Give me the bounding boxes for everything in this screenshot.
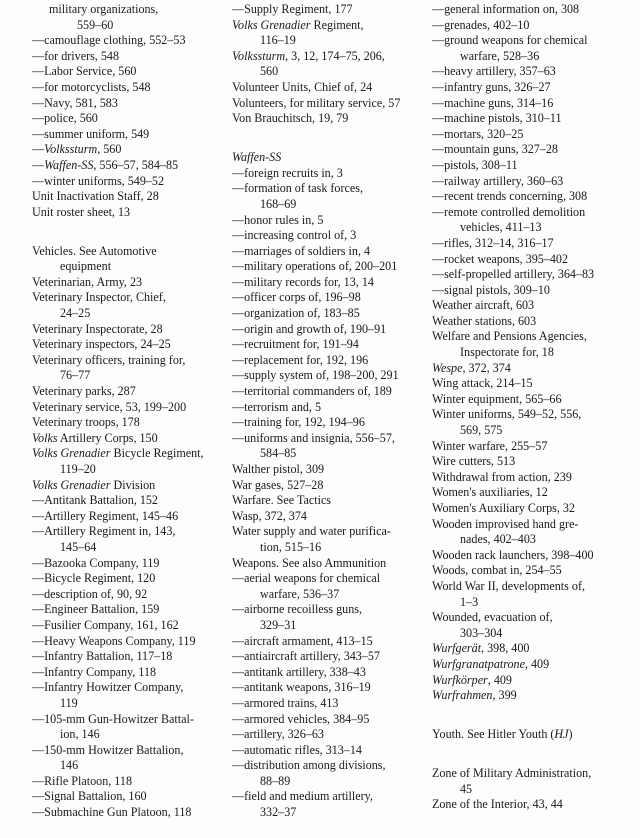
index-entry [232,712,422,728]
index-entry [32,649,224,665]
entry-text: —Supply Regiment, 177 [232,2,353,16]
entry-text: Wounded, evacuation of, [432,610,553,625]
index-entry [32,571,224,587]
index-entry [432,267,636,283]
entry-text: Veterinary troops, 178 [32,415,140,430]
index-entry [232,322,422,338]
index-entry [32,64,224,80]
entry-text: —Bazooka Company, 119 [32,555,160,570]
index-entry [32,111,224,127]
index-entry [32,80,224,96]
index-entry [32,680,224,711]
entry-text: —officer corps of, 196–98 [232,290,361,305]
entry-italic-text: Wespe [432,360,463,375]
entry-text: vehicles, 411–13 [460,220,542,235]
entry-italic-text: Wurfkörper [432,672,488,687]
index-entry [232,306,422,322]
index-entry [232,166,422,182]
index-column-1 [32,2,224,821]
entry-text: —signal pistols, 309–10 [432,282,550,297]
index-entry [232,431,422,462]
entry-text: —remote controlled demolition [432,204,586,219]
entry-text: —rocket weapons, 395–402 [432,251,569,266]
entry-text: Von Brauchitsch, 19, 79 [232,111,349,126]
entry-text: tion, 515–16 [260,539,322,554]
entry-text: 146 [60,758,79,773]
index-entry [32,789,224,805]
index-entry [232,290,422,306]
entry-text: —organization of, 183–85 [232,306,360,321]
entry-text: , 398, 400 [481,641,530,656]
entry-text: —aircraft armament, 413–15 [232,633,373,648]
entry-italic-text: Wurfgerät [432,641,482,656]
entry-text: Wing attack, 214–15 [432,376,533,391]
section-gap [32,220,224,243]
index-entry [232,571,422,602]
entry-text: 569, 575 [460,423,503,438]
entry-text: 24–25 [60,306,91,321]
index-entry [432,174,636,190]
index-entry [432,142,636,158]
index-entry [32,805,224,821]
entry-text: Youth. See Hitler Youth ( [432,727,555,742]
index-entry [32,524,224,555]
index-entry [32,587,224,603]
entry-text: 168–69 [260,196,297,211]
index-entry [32,96,224,112]
index-entry [432,189,636,205]
index-entry [32,353,224,384]
index-entry [32,49,224,65]
index-entry [32,446,224,477]
index-entry [232,462,422,478]
index-column-3 [432,2,636,813]
entry-text: , 3, 12, 174–75, 206, [285,48,385,63]
entry-text: Woods, combat in, 254–55 [432,563,562,578]
index-entry [232,400,422,416]
entry-text: —formation of task forces, [232,181,363,196]
entry-text: Regiment, [310,17,364,32]
entry-text: Winter equipment, 565–66 [432,391,562,406]
index-column-2 [232,2,422,821]
entry-text: —artillery, 326–63 [232,727,324,742]
entry-text: —Submachine Gun Platoon, 118 [32,805,192,820]
entry-text: —aerial weapons for chemical [232,571,381,586]
index-entry [432,548,636,564]
index-entry [232,634,422,650]
entry-text: , 409 [524,656,550,671]
index-entry [32,665,224,681]
index-entry [32,493,224,509]
entry-text: —foreign recruits in, 3 [232,165,343,180]
index-entry [232,758,422,789]
index-entry [232,228,422,244]
index-entry [432,298,636,314]
entry-text: 88–89 [260,773,291,788]
index-entry [432,517,636,548]
entry-text: , 399 [492,688,517,703]
entry-text: , 560 [97,142,122,157]
entry-text: —mortars, 320–25 [432,126,524,141]
index-entry [232,384,422,400]
entry-text: Weapons. See also Ammunition [232,555,387,570]
entry-text: 145–64 [60,539,97,554]
index-entry [432,392,636,408]
entry-text: —description of, 90, 92 [32,586,148,601]
index-entry [432,236,636,252]
entry-text: equipment [60,259,112,274]
entry-text: —for drivers, 548 [32,48,119,63]
entry-text: , 409 [487,672,512,687]
index-entry [232,665,422,681]
index-entry [232,213,422,229]
entry-text: Vehicles. See Automotive [32,243,157,258]
entry-text: —armored vehicles, 384–95 [232,711,370,726]
index-entry [232,696,422,712]
entry-text: Unit roster sheet, 13 [32,204,131,219]
entry-text: —supply system of, 198–200, 291 [232,368,399,383]
entry-text: —honor rules in, 5 [232,212,324,227]
entry-text: —military records for, 13, 14 [232,274,374,289]
entry-text: —Rifle Platoon, 118 [32,773,132,788]
index-entry [232,49,422,80]
section-gap [232,127,422,150]
entry-text: 584–85 [260,446,297,461]
entry-text: — [32,142,45,157]
entry-text: —machine guns, 314–16 [432,95,554,110]
index-entry [432,610,636,641]
index-entry [232,680,422,696]
entry-text: Weather aircraft, 603 [432,298,535,313]
entry-text: 559–60 [77,17,114,32]
index-entry [32,205,224,221]
entry-text: —rifles, 312–14, 316–17 [432,235,554,250]
entry-text: —Bicycle Regiment, 120 [32,571,156,586]
index-entry [32,244,224,275]
entry-text: —police, 560 [32,111,98,126]
entry-italic-text: Waffen-SS [44,157,94,172]
entry-text: Warfare. See Tactics [232,493,332,508]
index-entry [32,618,224,634]
entry-text: —railway artillery, 360–63 [432,173,564,188]
entry-text: warfare, 536–37 [260,586,340,601]
index-entry [432,579,636,610]
index-entry [432,361,636,377]
index-entry [432,673,636,689]
entry-text: Wire cutters, 513 [432,454,516,469]
index-entry [432,18,636,34]
entry-text: World War II, developments of, [432,578,585,593]
entry-text: —150-mm Howitzer Battalion, [32,742,184,757]
entry-text: —ground weapons for chemical [432,33,588,48]
index-entry [232,493,422,509]
index-entry [232,275,422,291]
entry-text: —Artillery Regiment, 145–46 [32,508,179,523]
entry-text: —replacement for, 192, 196 [232,352,369,367]
entry-italic-text: HJ [554,727,569,742]
index-entry [32,478,224,494]
index-entry [432,252,636,268]
index-entry [432,2,636,18]
entry-italic-text: Volks [32,430,58,445]
entry-text: —territorial commanders of, 189 [232,384,392,399]
entry-text: —Labor Service, 560 [32,64,137,79]
index-entry [432,80,636,96]
index-entry [32,774,224,790]
entry-text: —pistols, 308–11 [432,157,518,172]
index-entry [232,524,422,555]
index-entry [232,80,422,96]
entry-italic-text: Volkssturm [44,142,98,157]
entry-text: warfare, 528–36 [460,48,540,63]
entry-text: —Signal Battalion, 160 [32,789,147,804]
entry-text: —training for, 192, 194–96 [232,415,365,430]
index-entry [232,509,422,525]
entry-italic-text: Wurfgranatpatrone [432,656,525,671]
index-entry [432,111,636,127]
index-entry [232,244,422,260]
entry-text: War gases, 527–28 [232,477,324,492]
entry-text: Withdrawal from action, 239 [432,469,572,484]
entry-text: —summer uniform, 549 [32,126,150,141]
entry-text: Weather stations, 603 [432,313,537,328]
index-entry [432,127,636,143]
entry-italic-text: Volks Grenadier [32,446,111,461]
entry-text: Wooden improvised hand gre- [432,516,579,531]
index-entry [32,2,224,33]
index-entry [232,337,422,353]
entry-text: ion, 146 [60,727,100,742]
entry-italic-text: Volkssturm [232,48,286,63]
entry-text: 332–37 [260,805,297,820]
index-entry [232,96,422,112]
index-entry [232,150,422,166]
index-entry [232,727,422,743]
entry-italic-text: Wurfrahmen [432,688,493,703]
entry-text: 303–304 [460,625,503,640]
entry-text: —infantry guns, 326–27 [432,79,551,94]
entry-text: —antitank weapons, 316–19 [232,680,371,695]
entry-text: —Engineer Battalion, 159 [32,602,160,617]
entry-text: military organizations, [49,2,159,16]
entry-text: —marriages of soldiers in, 4 [232,243,371,258]
index-entry [232,789,422,820]
entry-text: Artillery Corps, 150 [57,430,158,445]
entry-text: Zone of the Interior, 43, 44 [432,797,563,812]
entry-text: 329–31 [260,617,297,632]
entry-text: —automatic rifles, 313–14 [232,742,362,757]
index-entry [432,641,636,657]
entry-text: —antitank artillery, 338–43 [232,664,366,679]
entry-text: Inspectorate for, 18 [460,345,554,360]
entry-text: —origin and growth of, 190–91 [232,321,387,336]
entry-text: —general information on, 308 [432,2,580,16]
index-entry [232,478,422,494]
index-entry [432,563,636,579]
index-entry [432,501,636,517]
entry-text: —for motorcyclists, 548 [32,79,151,94]
index-entry [232,18,422,49]
entry-text: —military operations of, 200–201 [232,259,398,274]
entry-text: — [32,157,45,172]
index-entry [32,33,224,49]
index-entry [432,766,636,797]
index-entry [32,509,224,525]
entry-text: Wooden rack launchers, 398–400 [432,547,594,562]
entry-text: —Fusilier Company, 161, 162 [32,617,179,632]
section-gap [432,743,636,766]
index-entry [32,556,224,572]
entry-text: —winter uniforms, 549–52 [32,173,165,188]
entry-text: 119–20 [60,462,96,477]
entry-text: Veterinary inspectors, 24–25 [32,337,171,352]
index-entry [432,797,636,813]
entry-text: —antiaircraft artillery, 343–57 [232,649,380,664]
index-entry [32,415,224,431]
entry-text: —armored trains, 413 [232,695,339,710]
index-entry [432,314,636,330]
entry-text: —mountain guns, 327–28 [432,142,558,157]
entry-text: Bicycle Regiment, [110,446,204,461]
entry-text: —airborne recoilless guns, [232,602,362,617]
index-entry [32,602,224,618]
index-entry [232,556,422,572]
entry-text: Volunteer Units, Chief of, 24 [232,79,373,94]
entry-text: , 372, 374 [462,360,511,375]
entry-text: Winter warfare, 255–57 [432,438,548,453]
index-entry [432,688,636,704]
entry-text: —Infantry Howitzer Company, [32,680,184,695]
index-entry [232,111,422,127]
entry-text: —recruitment for, 191–94 [232,337,359,352]
entry-text: —heavy artillery, 357–63 [432,64,556,79]
index-entry [32,174,224,190]
index-entry [32,384,224,400]
entry-text: —105-mm Gun-Howitzer Battal- [32,711,194,726]
index-entry [32,400,224,416]
entry-italic-text: Volks Grenadier [32,477,111,492]
index-entry [432,657,636,673]
index-entry [432,205,636,236]
entry-text: —uniforms and insignia, 556–57, [232,430,395,445]
entry-text: Unit Inactivation Staff, 28 [32,189,159,204]
entry-text: 1–3 [460,594,479,609]
index-entry [432,470,636,486]
index-entry [232,602,422,633]
entry-text: —Heavy Weapons Company, 119 [32,633,196,648]
entry-text: —Navy, 581, 583 [32,95,118,110]
index-entry [432,439,636,455]
index-entry [232,743,422,759]
entry-text: Veterinary Inspectorate, 28 [32,321,163,336]
index-entry [232,2,422,18]
entry-text: 560 [260,64,279,79]
entry-text: , 556–57, 584–85 [93,157,179,172]
index-entry [432,158,636,174]
entry-text: 119 [60,695,78,710]
index-entry [432,283,636,299]
section-gap [432,704,636,727]
entry-text: —grenades, 402–10 [432,17,530,32]
index-entry [32,189,224,205]
entry-text: Veterinary officers, training for, [32,352,186,367]
entry-text: Veterinary Inspector, Chief, [32,290,166,305]
index-entry [32,337,224,353]
entry-text: Wasp, 372, 374 [232,508,307,523]
entry-text: Division [110,477,156,492]
entry-text: Welfare and Pensions Agencies, [432,329,587,344]
entry-text: 76–77 [60,368,91,383]
entry-text: Volunteers, for military service, 57 [232,95,401,110]
entry-text: —Infantry Battalion, 117–18 [32,649,173,664]
entry-text: nades, 402–403 [460,532,536,547]
entry-text: —Artillery Regiment in, 143, [32,524,176,539]
entry-text: Zone of Military Administration, [432,766,592,781]
index-entry [432,329,636,360]
entry-text: Women's Auxiliary Corps, 32 [432,501,575,515]
entry-text: Women's auxiliaries, 12 [432,485,548,500]
index-entry [32,142,224,158]
index-entry [232,368,422,384]
entry-text: Veterinary parks, 287 [32,384,136,399]
index-entry [432,407,636,438]
entry-text: —increasing control of, 3 [232,228,357,243]
index-entry [32,743,224,774]
index-entry [232,259,422,275]
entry-text: —field and medium artillery, [232,789,373,804]
index-entry [32,290,224,321]
entry-italic-text: Volks Grenadier [232,17,311,32]
index-entry [432,33,636,64]
index-entry [32,712,224,743]
entry-text: —distribution among divisions, [232,758,386,773]
entry-text: Walther pistol, 309 [232,462,325,477]
index-entry [432,454,636,470]
index-entry [432,376,636,392]
entry-text: —Infantry Company, 118 [32,664,157,679]
entry-text: 45 [460,781,473,796]
entry-text: ) [568,727,573,742]
index-entry [432,485,636,501]
entry-text: 116–19 [260,33,296,48]
entry-italic-text: Waffen-SS [232,150,282,165]
entry-text: —recent trends concerning, 308 [432,189,588,204]
entry-text: —Antitank Battalion, 152 [32,493,158,508]
index-entry [432,96,636,112]
index-entry [432,727,636,743]
entry-text: Winter uniforms, 549–52, 556, [432,407,582,422]
index-entry [232,649,422,665]
entry-text: —machine pistols, 310–11 [432,111,562,126]
index-entry [232,415,422,431]
entry-text: Water supply and water purifica- [232,524,391,539]
index-entry [32,634,224,650]
entry-text: —terrorism and, 5 [232,399,322,414]
entry-text: Veterinarian, Army, 23 [32,274,143,289]
index-entry [32,322,224,338]
entry-text: Veterinary service, 53, 199–200 [32,399,187,414]
entry-text: —camouflage clothing, 552–53 [32,33,186,48]
index-entry [232,181,422,212]
index-entry [432,64,636,80]
index-entry [232,353,422,369]
index-entry [32,127,224,143]
index-entry [32,275,224,291]
index-entry [32,431,224,447]
index-entry [32,158,224,174]
entry-text: —self-propelled artillery, 364–83 [432,267,595,282]
